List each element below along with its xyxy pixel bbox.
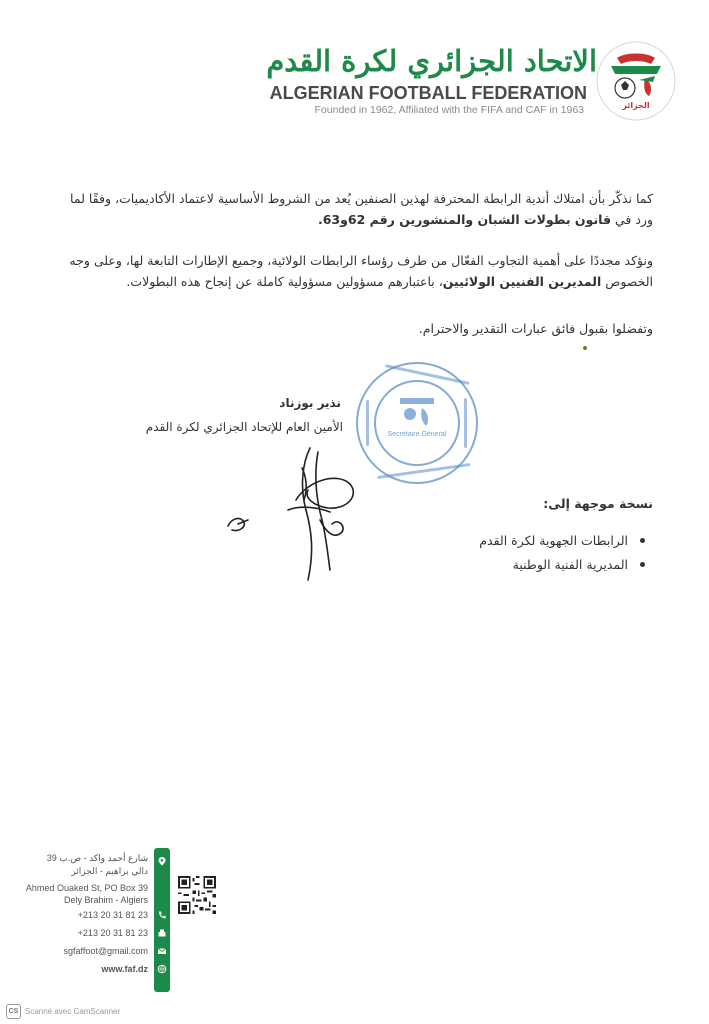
bullet-icon bbox=[640, 538, 645, 543]
address-arabic-city: دالي براهيم - الجزائر bbox=[71, 866, 148, 876]
bullet-icon bbox=[640, 562, 645, 567]
phone-icon bbox=[157, 910, 167, 920]
paragraph-text: ورد في bbox=[611, 212, 653, 227]
website-url: www.faf.dz bbox=[101, 964, 148, 974]
paragraph-text: ، باعتبارهم مسؤولين مسؤولية كاملة عن إنجاح هذه البطولات. bbox=[126, 274, 443, 289]
qr-code-icon bbox=[178, 876, 216, 914]
email-icon bbox=[157, 946, 167, 956]
address-english: Ahmed Ouaked St, PO Box 39 bbox=[25, 883, 148, 893]
copy-recipients-title: نسخة موجهة إلى: bbox=[543, 496, 653, 511]
paragraph-line bbox=[53, 271, 653, 292]
handwritten-signature-icon bbox=[218, 440, 368, 590]
closing-salutation: وتفضلوا بقبول فائق عبارات التقدير والاحترام. bbox=[418, 321, 653, 336]
paragraph-line: كما نذكّر بأن امتلاك أندية الرابطة المحترفة لهذين الصنفين يُعد من الشروط الأساسية لاعتماد الأكاديميات، وفقًا لما bbox=[70, 191, 653, 206]
federation-name-arabic: الاتحاد الجزائري لكرة القدم bbox=[266, 44, 597, 78]
faf-logo-icon bbox=[595, 40, 677, 122]
email-address: sgfaffoot@gmail.com bbox=[63, 946, 148, 956]
recipient-label: المديرية الفنية الوطنية bbox=[512, 556, 628, 572]
law-reference: قانون بطولات الشبان والمنشورين رقم 62و63. bbox=[317, 212, 612, 227]
scanner-watermark bbox=[6, 1004, 120, 1019]
location-pin-icon bbox=[157, 856, 167, 866]
official-stamp-icon bbox=[352, 358, 482, 488]
paragraph-line: ونؤكد مجددًا على أهمية التجاوب الفعّال من طرف رؤساء الرابطات الولائية، وجميع الإطارات التابعة لها، وعلى وجه bbox=[69, 253, 653, 268]
ink-dot bbox=[583, 346, 587, 350]
signer-name: نذير بوزناد bbox=[279, 396, 341, 410]
address-arabic: شارع أحمد واكد - ص.ب 39 bbox=[46, 853, 148, 863]
paragraph-academies bbox=[53, 188, 653, 230]
stamp-label: Secrétaire Général bbox=[387, 431, 447, 438]
technical-directors: المديرين الفنيين الولائيين bbox=[442, 274, 602, 289]
logo-caption: الجزائر bbox=[622, 101, 650, 110]
list-item bbox=[479, 552, 645, 576]
federation-founded-line: Founded in 1962, Affiliated with the FIFA and CAF in 1963 bbox=[314, 104, 584, 116]
address-english-city: Dely Brahim - Algiers bbox=[63, 895, 148, 905]
camscanner-label: Scanné avec CamScanner bbox=[25, 1007, 121, 1016]
fax-icon bbox=[157, 928, 167, 938]
globe-icon bbox=[157, 964, 167, 974]
federation-name-english: ALGERIAN FOOTBALL FEDERATION bbox=[269, 83, 587, 103]
phone-number: +213 20 31 81 23 bbox=[77, 910, 148, 920]
paragraph-engagement bbox=[53, 250, 653, 292]
paragraph-line bbox=[53, 209, 653, 230]
copy-recipients-list bbox=[479, 528, 645, 576]
camscanner-badge: CS bbox=[6, 1004, 21, 1019]
signer-title: الأمين العام للإتحاد الجزائري لكرة القدم bbox=[145, 420, 343, 434]
list-item bbox=[479, 528, 645, 552]
fax-number: +213 20 31 81 23 bbox=[77, 928, 148, 938]
recipient-label: الرابطات الجهوية لكرة القدم bbox=[479, 532, 628, 548]
paragraph-text: الخصوص bbox=[601, 274, 653, 289]
